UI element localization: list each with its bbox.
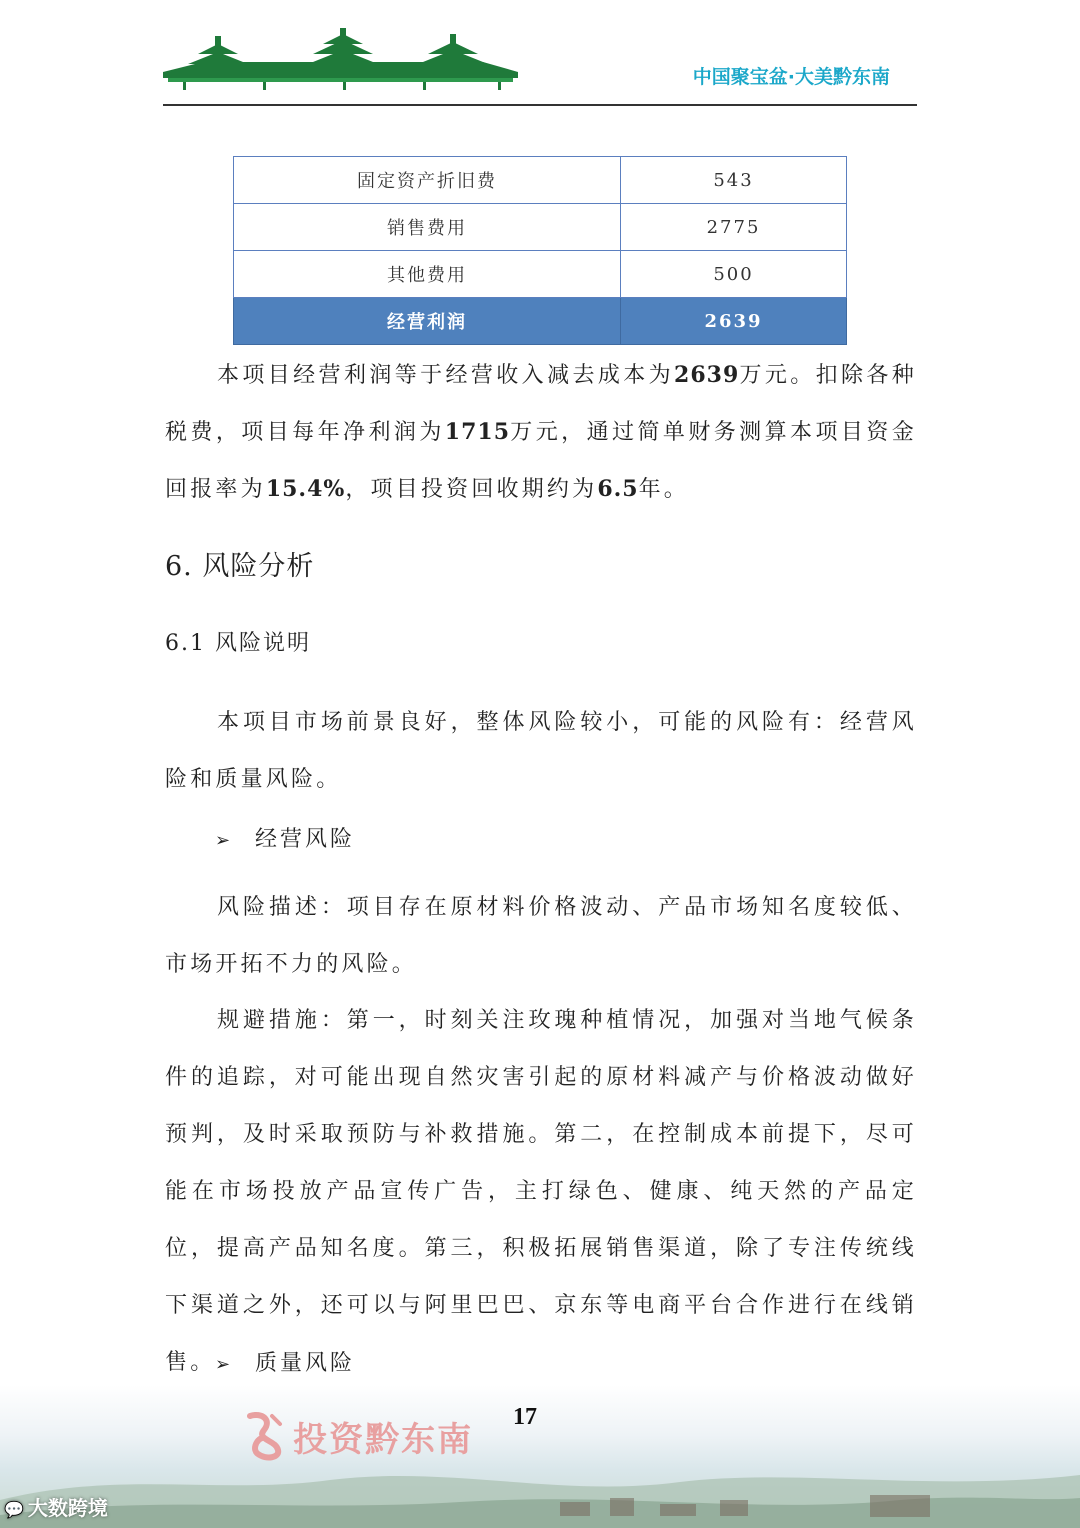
table-cell-label: 销售费用 [234,204,621,251]
watermark-text: 大数跨境 [27,1496,108,1520]
subsection-heading: 6.1 风险说明 [165,631,311,656]
payback-years-value: 6.5 [597,476,639,502]
summary-paragraph [165,347,917,518]
risk-measures-paragraph: 规避措施：第一，时刻关注玫瑰种植情况，加强对当地气候条件的追踪，对可能出现自然灾害引起的原材料减产与价格波动做好预判，及时采取预防与补救措施。第二，在控制成本前提下，尽可能在市场投放产品宣传广告，主打绿色、健康、纯天然的产品定位，提高产品知名度。第三，积极拓展销售渠道，除了专注传统线下渠道之外，还可以与阿里巴巴、京东等电商平台合作进行在线销售。 [165,1008,917,1375]
table-total-row [234,298,847,345]
header-divider [163,104,917,106]
table-cell-value: 543 [621,157,847,204]
page-number: 17 [513,1404,537,1430]
risk-description-paragraph: 风险描述：项目存在原材料价格波动、产品市场知名度较低、市场开拓不力的风险。 [165,895,917,977]
return-rate-value: 15.4% [265,476,346,502]
header-pavilion-banner [163,28,523,90]
table-row [234,204,847,251]
summary-text: 万元，通过简单财务测算本项目资金回报率为 [165,420,918,502]
section-heading: 6. 风险分析 [165,551,315,582]
table-cell-value: 2775 [621,204,847,251]
table-row [234,251,847,298]
table-cell-value: 500 [621,251,847,298]
table-total-label: 经营利润 [234,298,621,345]
arrow-right-icon: ➢ [215,1354,234,1375]
table-cell-label: 其他费用 [234,251,621,298]
profit-value: 2639 [674,362,740,388]
summary-text: 年。 [638,477,690,502]
bullet-label: 质量风险 [255,1351,356,1376]
cost-table [233,156,847,345]
bullet-operating-risk [215,822,355,853]
chat-bubble-icon: 💬 [4,1500,24,1519]
table-row [234,157,847,204]
bullet-label: 经营风险 [255,827,356,852]
summary-text: 本项目经营利润等于经营收入减去成本为 [217,363,675,388]
header-slogan: 中国聚宝盆·大美黔东南 [692,66,890,88]
footer-landscape [0,1440,1080,1528]
watermark [4,1492,108,1521]
footer-logo [242,1410,473,1462]
bullet-quality-risk [215,1346,355,1377]
risk-intro-paragraph: 本项目市场前景良好，整体风险较小，可能的风险有：经营风险和质量风险。 [165,710,917,792]
summary-text: 万元。扣除各种税费，项目每年净利润为 [165,363,917,445]
brush-logo-icon [242,1410,288,1462]
arrow-right-icon: ➢ [215,830,234,851]
footer-logo-text: 投资黔东南 [293,1419,474,1460]
net-profit-value: 1715 [444,419,511,445]
table-cell-label: 固定资产折旧费 [234,157,621,204]
table-total-value: 2639 [621,298,847,345]
summary-text: ，项目投资回收期约为 [345,477,598,502]
